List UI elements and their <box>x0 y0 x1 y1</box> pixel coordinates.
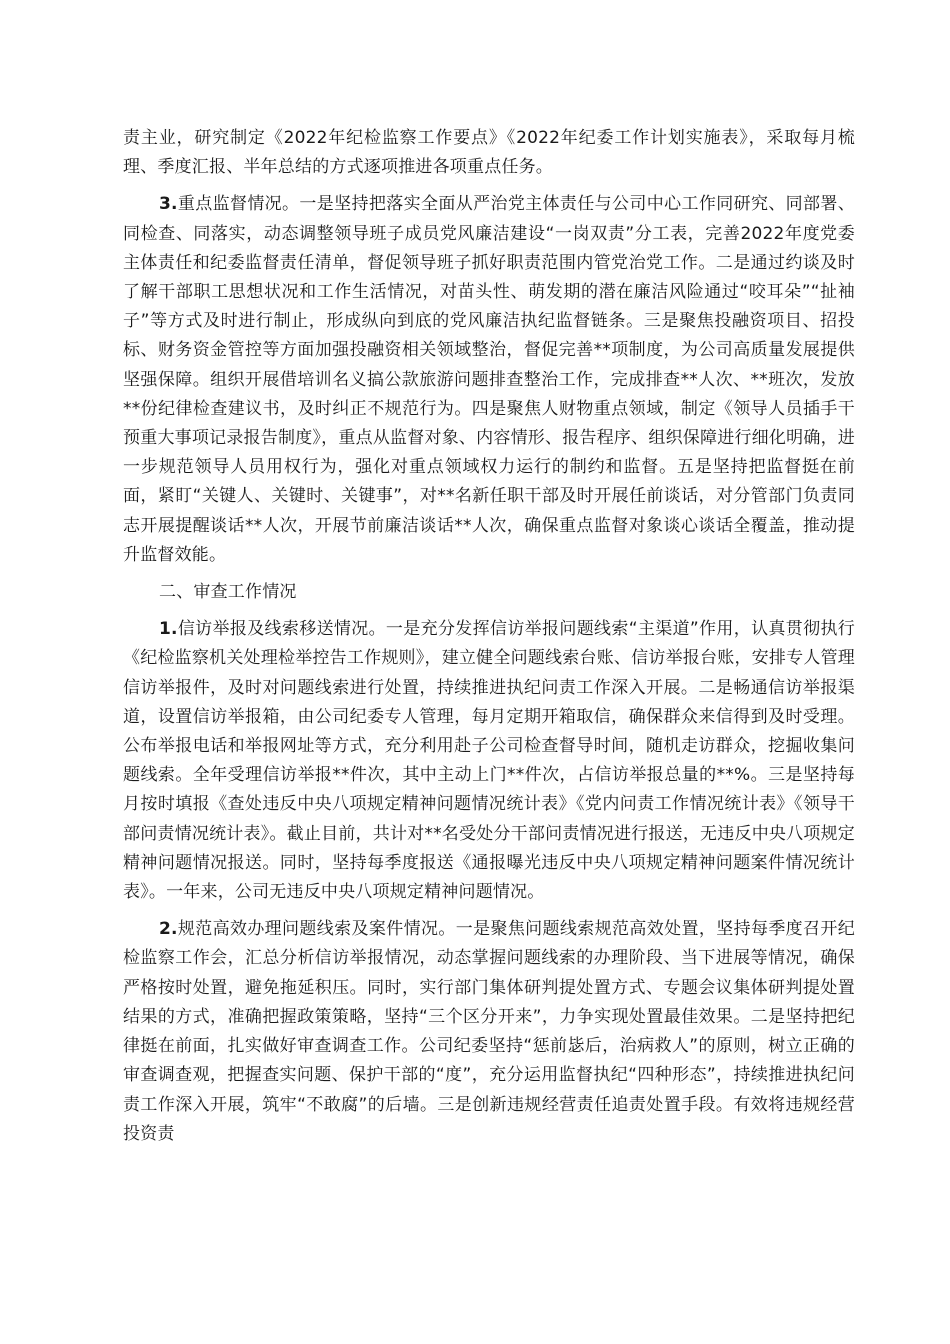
paragraph-text: 规范高效办理问题线索及案件情况。一是聚焦问题线索规范高效处置，坚持每季度召开纪检监察工作会，汇总分析信访举报情况，动态掌握问题线索的办理阶段、当下进展等情况，确保严格按时处置，避免拖延积压。同时，实行部门集体研判提处置方式、专题会议集体研判提处置结果的方式，准确把握政策策略，坚持“三个区分开来”，力争实现处置最佳效果。二是坚持把纪律挺在前面，扎实做好审查调查工作。公司纪委坚持“惩前毖后，治病救人”的原则，树立正确的审查调查观，把握查实问题、保护干部的“度”，充分运用监督执纪“四种形态”，持续推进执纪问责工作深入开展，筑牢“不敢腐”的后墙。三是创新违规经营责任追责处置手段。有效将违规经营投资责 <box>123 919 855 1144</box>
document-page <box>123 124 855 1149</box>
paragraph-key-supervision <box>123 190 855 570</box>
item-number: 2. <box>159 919 178 940</box>
paragraph-text: 重点监督情况。一是坚持把落实全面从严治党主体责任与公司中心工作同研究、同部署、同检查、同落实，动态调整领导班子成员党风廉洁建设“一岗双责”分工表，完善2022年度党委主体责任和纪委监督责任清单，督促领导班子抓好职责范围内管党治党工作。二是通过约谈及时了解干部职工思想状况和工作生活情况，对苗头性、萌发期的潜在廉洁风险通过“咬耳朵”“扯袖子”等方式及时进行制止，形成纵向到底的党风廉洁执纪监督链条。三是聚焦投融资项目、招投标、财务资金管控等方面加强投融资相关领域整治，督促完善**项制度，为公司高质量发展提供坚强保障。组织开展借培训名义搞公款旅游问题排查整治工作，完成排查**人次、**班次，发放**份纪律检查建议书，及时纠正不规范行为。四是聚焦人财物重点领域，制定《领导人员插手干预重大事项记录报告制度》，重点从监督对象、内容情形、报告程序、组织保障进行细化明确，进一步规范领导人员用权行为，强化对重点领域权力运行的制约和监督。五是坚持把监督挺在前面，紧盯“关键人、关键时、关键事”，对**名新任职干部及时开展任前谈话，对分管部门负责同志开展提醒谈话**人次，开展节前廉洁谈话**人次，确保重点监督对象谈心谈话全覆盖，推动提升监督效能。 <box>123 194 855 565</box>
paragraph-case-handling <box>123 915 855 1149</box>
paragraph-continuation: 责主业，研究制定《2022年纪检监察工作要点》《2022年纪委工作计划实施表》，采取每月梳理、季度汇报、半年总结的方式逐项推进各项重点任务。 <box>123 128 855 178</box>
item-number: 1. <box>159 619 178 640</box>
paragraph-petition-reports <box>123 615 855 907</box>
item-number: 3. <box>159 194 178 215</box>
paragraph-text: 信访举报及线索移送情况。一是充分发挥信访举报问题线索“主渠道”作用，认真贯彻执行《纪检监察机关处理检举控告工作规则》，建立健全问题线索台账、信访举报台账，安排专人管理信访举报件，及时对问题线索进行处置，持续推进执纪问责工作深入开展。二是畅通信访举报渠道，设置信访举报箱，由公司纪委专人管理，每月定期开箱取信，确保群众来信得到及时受理。公布举报电话和举报网址等方式，充分利用赴子公司检查督导时间，随机走访群众，挖掘收集问题线索。全年受理信访举报**件次，其中主动上门**件次，占信访举报总量的**%。三是坚持每月按时填报《查处违反中央八项规定精神问题情况统计表》《党内问责工作情况统计表》《领导干部问责情况统计表》。截止目前，共计对**名受处分干部问责情况进行报送，无违反中央八项规定精神问题情况报送。同时，坚持每季度报送《通报曝光违反中央八项规定精神问题案件情况统计表》。一年来，公司无违反中央八项规定精神问题情况。 <box>123 619 855 903</box>
section-heading: 二、审查工作情况 <box>159 582 297 603</box>
